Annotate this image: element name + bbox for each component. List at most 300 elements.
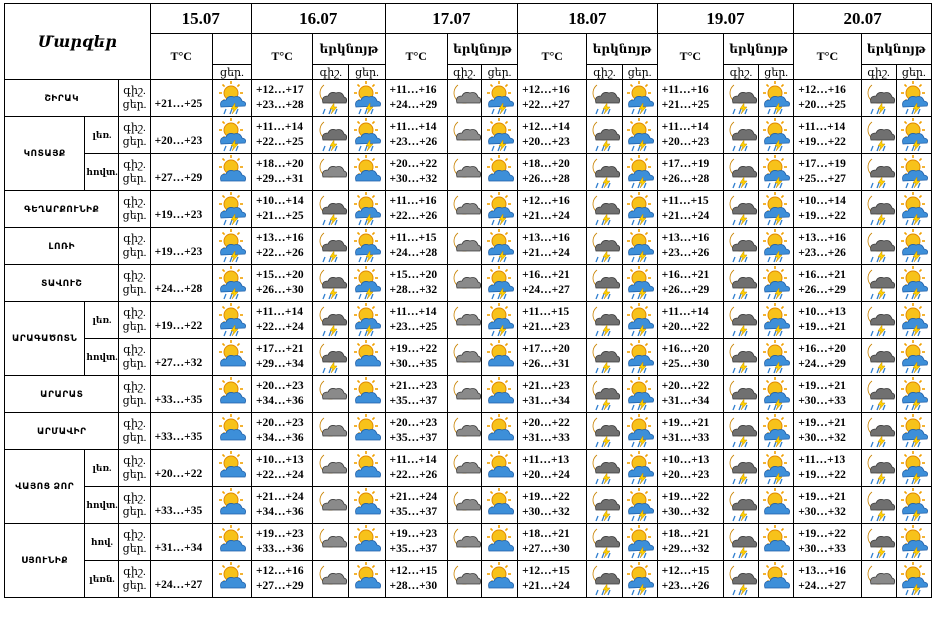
sky-header: երկնոյթ — [313, 34, 385, 65]
day-label: ցեր. — [122, 173, 147, 185]
region-name: ԱՐՄԱՎԻՐ — [5, 413, 119, 450]
sun-rain-icon — [622, 339, 657, 376]
temp-day: +23…+26 — [661, 247, 710, 259]
moon-storm-icon — [723, 524, 758, 561]
temp-range — [518, 154, 587, 191]
temp-day: +21…+24 — [522, 580, 570, 592]
sun-rain-icon — [622, 450, 657, 487]
temp-night: +10…+13 — [256, 454, 304, 466]
temp-night: +18…+21 — [661, 528, 710, 540]
day-label: ցեր. — [122, 321, 147, 333]
sun-cloud-icon — [349, 487, 385, 524]
temp-day: +24…+29 — [798, 358, 846, 370]
sun-rain-icon — [622, 302, 657, 339]
moon-storm-icon — [861, 191, 896, 228]
day-label: ցեր. — [122, 284, 147, 296]
temp-day: +24…+27 — [798, 580, 846, 592]
temp-day: +23…+26 — [798, 247, 846, 259]
region-name: ԱՐԱԳԱԾՈՏՆ — [5, 302, 85, 376]
day-label: ցեր. — [122, 432, 147, 444]
temp-range — [518, 302, 587, 339]
sun-rain-icon — [481, 191, 517, 228]
temp-day: +27…+29 — [256, 580, 304, 592]
temp-day: +22…+26 — [389, 210, 438, 222]
temp-day: +26…+30 — [256, 284, 304, 296]
day-label: ցեր. — [122, 580, 147, 592]
day-night-labels — [119, 154, 150, 191]
temp-day: +31…+34 — [522, 395, 570, 407]
moon-icon — [313, 154, 349, 191]
moon-icon — [447, 302, 481, 339]
temp-day: +22…+26 — [256, 247, 304, 259]
temp-night: +11…+14 — [661, 121, 709, 133]
sun-cloud-icon — [349, 376, 385, 413]
night-label: գիշ. — [123, 381, 146, 393]
moon-storm-icon — [587, 524, 622, 561]
sun-cloud-icon — [212, 561, 251, 598]
sun-rain-icon — [759, 265, 794, 302]
table-row — [5, 154, 932, 191]
temp-range — [794, 487, 861, 524]
temp-range — [657, 339, 723, 376]
moon-storm-icon — [723, 80, 758, 117]
temp-range — [385, 154, 447, 191]
temp-night: +11…+16 — [661, 84, 709, 96]
moon-storm-icon — [587, 228, 622, 265]
temp-night: +19…+22 — [798, 528, 846, 540]
sun-rain-icon — [896, 228, 931, 265]
temp-day: +24…+28 — [389, 247, 438, 259]
sun-rain-icon — [212, 265, 251, 302]
day-night-labels — [119, 450, 150, 487]
sun-rain-icon — [896, 80, 931, 117]
night-label: գիշ. — [123, 122, 146, 134]
day-night-labels — [119, 228, 150, 265]
table-row — [5, 561, 932, 598]
sun-rain-icon — [481, 80, 517, 117]
moon-storm-icon — [723, 265, 758, 302]
night-subheader: գիշ. — [313, 65, 349, 80]
day-label: ցեր. — [122, 469, 147, 481]
moon-storm-icon — [587, 450, 622, 487]
moon-storm-icon — [587, 117, 622, 154]
sun-rain-icon — [349, 117, 385, 154]
sun-rain-icon — [759, 413, 794, 450]
day-label: ցեր. — [122, 247, 147, 259]
moon-icon — [313, 487, 349, 524]
night-label: գիշ. — [123, 85, 146, 97]
temp-day: +23…+25 — [389, 321, 438, 333]
zone-label: հովտ. — [85, 487, 119, 524]
moon-storm-icon — [723, 228, 758, 265]
sun-cloud-icon — [212, 524, 251, 561]
temp-day: +29…+32 — [661, 543, 710, 555]
day-night-labels — [119, 561, 150, 598]
temp-day: +22…+26 — [389, 469, 438, 481]
sun-rain-icon — [622, 80, 657, 117]
temp-range — [385, 191, 447, 228]
moon-storm-icon — [861, 80, 896, 117]
sun-rain-icon — [622, 117, 657, 154]
sun-cloud-icon — [759, 487, 794, 524]
temp-header: T°C — [657, 34, 723, 80]
temp-range — [252, 524, 313, 561]
temp-night: +12…+15 — [661, 565, 710, 577]
day-night-labels — [119, 265, 150, 302]
temp-header: T°C — [385, 34, 447, 80]
temp-night: +11…+14 — [798, 121, 846, 133]
zone-label: հովտ. — [85, 339, 119, 376]
temp-range — [657, 117, 723, 154]
temp-night: +19…+22 — [522, 491, 570, 503]
temp-range — [385, 339, 447, 376]
moon-storm-icon — [587, 191, 622, 228]
sun-rain-icon — [896, 450, 931, 487]
temp-day: +19…+22 — [798, 210, 846, 222]
temp-day-first: +33…+35 — [150, 487, 212, 524]
temp-day-first: +19…+23 — [150, 228, 212, 265]
temp-day: +26…+28 — [661, 173, 710, 185]
temp-range — [794, 450, 861, 487]
date-header: 18.07 — [518, 4, 658, 34]
moon-icon — [447, 487, 481, 524]
temp-day: +20…+23 — [522, 136, 570, 148]
temp-day: +28…+30 — [389, 580, 438, 592]
moon-icon — [447, 265, 481, 302]
temp-day: +26…+29 — [798, 284, 846, 296]
table-row — [5, 228, 932, 265]
day-night-labels — [119, 80, 150, 117]
day-label: ցեր. — [122, 136, 147, 148]
temp-day: +30…+33 — [798, 543, 846, 555]
sun-cloud-icon — [759, 524, 794, 561]
sun-cloud-icon — [481, 413, 517, 450]
temp-range — [657, 302, 723, 339]
temp-range — [794, 524, 861, 561]
temp-range — [385, 117, 447, 154]
sun-cloud-icon — [481, 154, 517, 191]
sun-cloud-icon — [481, 339, 517, 376]
temp-range — [385, 487, 447, 524]
temp-day: +22…+25 — [256, 136, 304, 148]
sun-rain-icon — [622, 191, 657, 228]
temp-day: +26…+28 — [522, 173, 570, 185]
sun-rain-icon — [759, 80, 794, 117]
sun-rain-icon — [481, 117, 517, 154]
day-night-labels — [119, 339, 150, 376]
temp-night: +20…+22 — [661, 380, 710, 392]
sun-rain-icon — [212, 117, 251, 154]
moon-storm-icon — [723, 117, 758, 154]
sun-rain-icon — [622, 376, 657, 413]
table-row — [5, 265, 932, 302]
moon-icon — [447, 191, 481, 228]
table-row — [5, 413, 932, 450]
sun-cloud-icon — [481, 487, 517, 524]
temp-night: +21…+24 — [389, 491, 438, 503]
temp-day: +23…+28 — [256, 99, 304, 111]
sun-rain-icon — [622, 413, 657, 450]
sun-rain-icon — [481, 228, 517, 265]
sun-rain-icon — [212, 191, 251, 228]
temp-range — [794, 561, 861, 598]
zone-label: լեռ. — [85, 450, 119, 487]
sky-header: երկնոյթ — [861, 34, 931, 65]
night-label: գիշ. — [123, 492, 146, 504]
zone-label: լեռ. — [85, 117, 119, 154]
night-subheader: գիշ. — [587, 65, 622, 80]
temp-night: +12…+15 — [389, 565, 438, 577]
temp-night: +12…+17 — [256, 84, 304, 96]
temp-night: +11…+15 — [389, 232, 437, 244]
temp-range — [518, 265, 587, 302]
temp-day-first: +27…+29 — [150, 154, 212, 191]
moon-storm-icon — [861, 117, 896, 154]
temp-night: +17…+21 — [256, 343, 304, 355]
temp-night: +19…+22 — [661, 491, 710, 503]
temp-range — [657, 450, 723, 487]
moon-storm-icon — [587, 339, 622, 376]
temp-range — [518, 80, 587, 117]
temp-night: +15…+20 — [256, 269, 304, 281]
table-row — [5, 117, 932, 154]
moon-storm-icon — [587, 487, 622, 524]
temp-day: +19…+22 — [798, 469, 846, 481]
temp-night: +18…+21 — [522, 528, 570, 540]
sun-rain-icon — [481, 265, 517, 302]
temp-day: +30…+33 — [798, 395, 846, 407]
temp-range — [252, 487, 313, 524]
temp-range — [657, 376, 723, 413]
temp-night: +12…+16 — [522, 84, 570, 96]
temp-range — [794, 339, 861, 376]
temp-range — [385, 413, 447, 450]
temp-range — [518, 376, 587, 413]
day-night-labels — [119, 524, 150, 561]
temp-night: +20…+23 — [389, 417, 438, 429]
moon-storm-icon — [313, 265, 349, 302]
temp-night: +17…+19 — [661, 158, 710, 170]
temp-day: +22…+27 — [522, 99, 570, 111]
temp-day: +21…+24 — [661, 210, 710, 222]
sun-rain-icon — [896, 561, 931, 598]
moon-icon — [313, 524, 349, 561]
sun-rain-icon — [212, 80, 251, 117]
temp-header: T°C — [150, 34, 212, 80]
temp-night: +16…+21 — [661, 269, 710, 281]
temp-range — [252, 339, 313, 376]
day-subheader: ցեր. — [481, 65, 517, 80]
temp-night: +19…+21 — [798, 417, 846, 429]
temp-day-first: +33…+35 — [150, 413, 212, 450]
night-label: գիշ. — [123, 196, 146, 208]
temp-day: +21…+25 — [661, 99, 710, 111]
zone-label: լեռ. — [85, 302, 119, 339]
moon-icon — [447, 561, 481, 598]
region-name: ՇԻՐԱԿ — [5, 80, 119, 117]
moon-storm-icon — [313, 80, 349, 117]
temp-range — [252, 265, 313, 302]
moon-storm-icon — [861, 487, 896, 524]
temp-night: +16…+20 — [661, 343, 710, 355]
sun-cloud-icon — [349, 561, 385, 598]
temp-day: +30…+32 — [661, 506, 710, 518]
moon-storm-icon — [313, 339, 349, 376]
temp-day: +24…+29 — [389, 99, 438, 111]
sun-cloud-icon — [481, 561, 517, 598]
temp-range — [252, 228, 313, 265]
temp-day-first: +21…+25 — [150, 80, 212, 117]
moon-storm-icon — [723, 561, 758, 598]
temp-day: +34…+36 — [256, 506, 304, 518]
moon-storm-icon — [313, 117, 349, 154]
temp-range — [518, 228, 587, 265]
day-night-labels — [119, 487, 150, 524]
sun-rain-icon — [759, 191, 794, 228]
temp-range — [252, 561, 313, 598]
temp-night: +21…+23 — [389, 380, 438, 392]
temp-range — [657, 228, 723, 265]
moon-icon — [447, 450, 481, 487]
region-name: ՍՅՈՒՆԻՔ — [5, 524, 85, 598]
sun-rain-icon — [349, 191, 385, 228]
sun-rain-icon — [896, 191, 931, 228]
temp-range — [252, 376, 313, 413]
temp-day: +23…+26 — [661, 580, 710, 592]
night-label: գիշ. — [123, 270, 146, 282]
temp-night: +12…+16 — [798, 84, 846, 96]
sun-cloud-icon — [481, 450, 517, 487]
temp-range — [794, 265, 861, 302]
temp-night: +19…+23 — [389, 528, 438, 540]
temp-day: +31…+33 — [522, 432, 570, 444]
sun-cloud-icon — [349, 413, 385, 450]
temp-night: +13…+16 — [798, 565, 846, 577]
temp-header: T°C — [252, 34, 313, 80]
temp-night: +13…+16 — [798, 232, 846, 244]
temp-day: +30…+32 — [798, 506, 846, 518]
moon-icon — [313, 561, 349, 598]
moon-storm-icon — [587, 561, 622, 598]
sun-rain-icon — [896, 339, 931, 376]
temp-day: +21…+24 — [522, 210, 570, 222]
temp-range — [657, 524, 723, 561]
temp-day: +35…+37 — [389, 432, 438, 444]
sun-rain-icon — [759, 154, 794, 191]
sun-rain-icon — [622, 487, 657, 524]
temp-night: +20…+23 — [256, 380, 304, 392]
temp-range — [385, 80, 447, 117]
temp-day: +21…+24 — [522, 247, 570, 259]
moon-icon — [447, 117, 481, 154]
temp-day-first: +19…+23 — [150, 191, 212, 228]
temp-range — [252, 302, 313, 339]
temp-night: +18…+20 — [522, 158, 570, 170]
temp-range — [518, 413, 587, 450]
temp-range — [794, 302, 861, 339]
temp-night: +10…+14 — [256, 195, 304, 207]
moon-icon — [447, 154, 481, 191]
sun-rain-icon — [622, 561, 657, 598]
date-header: 17.07 — [385, 4, 518, 34]
temp-day: +35…+37 — [389, 395, 438, 407]
temp-range — [794, 376, 861, 413]
moon-storm-icon — [587, 80, 622, 117]
temp-night: +16…+21 — [798, 269, 846, 281]
region-name: ՎԱՅՈՑ ՁՈՐ — [5, 450, 85, 524]
night-label: գիշ. — [123, 455, 146, 467]
regions-header: Մարզեր — [5, 4, 151, 80]
moon-storm-icon — [861, 265, 896, 302]
day-night-labels — [119, 376, 150, 413]
day-label: ցեր. — [122, 506, 147, 518]
temp-range — [657, 265, 723, 302]
sun-rain-icon — [622, 154, 657, 191]
moon-storm-icon — [861, 376, 896, 413]
moon-storm-icon — [723, 413, 758, 450]
date-header: 19.07 — [657, 4, 794, 34]
temp-day: +20…+22 — [661, 321, 710, 333]
temp-day: +30…+32 — [389, 173, 438, 185]
sun-cloud-icon — [481, 524, 517, 561]
temp-day: +31…+34 — [661, 395, 710, 407]
temp-range — [252, 413, 313, 450]
temp-day: +30…+32 — [522, 506, 570, 518]
temp-day-first: +31…+34 — [150, 524, 212, 561]
temp-night: +10…+13 — [798, 306, 846, 318]
moon-icon — [447, 228, 481, 265]
temp-night: +11…+16 — [389, 195, 437, 207]
temp-day: +20…+23 — [661, 136, 710, 148]
temp-range — [657, 154, 723, 191]
temp-night: +21…+23 — [522, 380, 570, 392]
temp-night: +12…+16 — [522, 195, 570, 207]
temp-day: +21…+23 — [522, 321, 570, 333]
temp-day: +26…+29 — [661, 284, 710, 296]
night-label: գիշ. — [123, 344, 146, 356]
table-row — [5, 450, 932, 487]
moon-storm-icon — [587, 265, 622, 302]
temp-range — [657, 561, 723, 598]
temp-day: +26…+31 — [522, 358, 570, 370]
temp-range — [252, 191, 313, 228]
temp-day: +35…+37 — [389, 506, 438, 518]
temp-night: +11…+14 — [256, 121, 303, 133]
sun-cloud-icon — [212, 487, 251, 524]
day-label: ցեր. — [122, 99, 147, 111]
temp-day-first: +33…+35 — [150, 376, 212, 413]
region-name: ԼՈՌԻ — [5, 228, 119, 265]
temp-range — [794, 413, 861, 450]
temp-night: +10…+14 — [798, 195, 846, 207]
sun-cloud-icon — [212, 339, 251, 376]
moon-icon — [447, 80, 481, 117]
temp-day: +23…+26 — [389, 136, 438, 148]
temp-range — [252, 80, 313, 117]
temp-day: +25…+27 — [798, 173, 846, 185]
temp-range — [518, 487, 587, 524]
temp-range — [657, 413, 723, 450]
zone-label: լեռն. — [85, 561, 119, 598]
night-label: գիշ. — [123, 159, 146, 171]
temp-day: +22…+24 — [256, 321, 304, 333]
date-header: 20.07 — [794, 4, 932, 34]
sun-cloud-icon — [349, 450, 385, 487]
temp-day: +30…+35 — [389, 358, 438, 370]
sun-cloud-icon — [212, 450, 251, 487]
temp-night: +11…+13 — [522, 454, 570, 466]
sun-cloud-icon — [212, 154, 251, 191]
